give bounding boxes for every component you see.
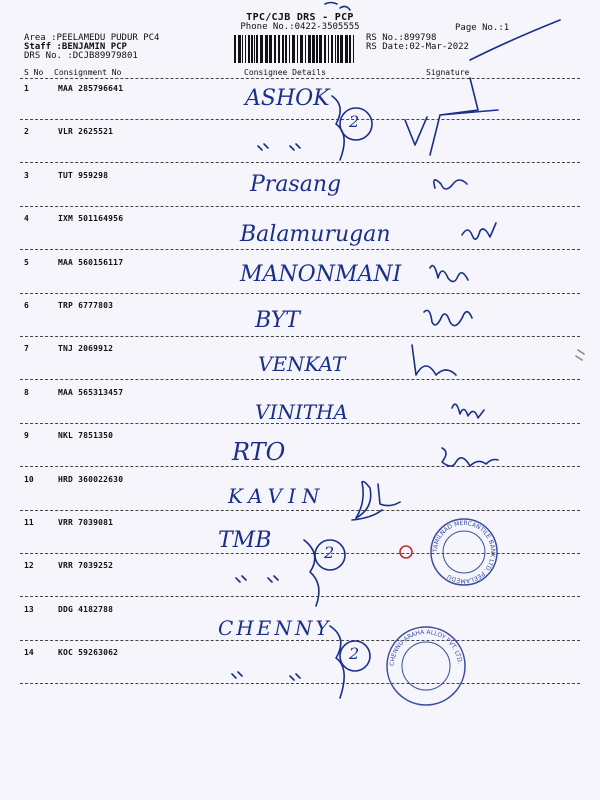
consignment-number: NKL 7851350: [58, 431, 114, 440]
consignee-9: RTO: [232, 438, 286, 466]
bracket-mark: [332, 96, 344, 160]
signature-4: [462, 223, 496, 239]
row-number: 11: [24, 518, 34, 527]
consignee-1: ASHOK: [245, 86, 330, 111]
corner-mark: [340, 6, 350, 10]
consignment-number: VLR 2625521: [58, 127, 114, 136]
row-number: 5: [24, 258, 29, 267]
bank-stamp: [428, 516, 500, 588]
consignment-number: TUT 959298: [58, 171, 109, 180]
consignee-10: KAVIN: [228, 484, 326, 508]
document-title: TPC/CJB DRS - PCP: [246, 12, 354, 23]
row-number: 12: [24, 561, 34, 570]
consignment-number: MAA 565313457: [58, 388, 124, 397]
svg-text:TAMILNAD MERCANTILE BANK LTD.: [432, 520, 496, 584]
row-number: 10: [24, 475, 34, 484]
consignment-number: HRD 360022630: [58, 475, 124, 484]
consignee-8: VINITHA: [255, 400, 348, 424]
company-stamp-text: CHENNU ARAHA ALLOY PVT. LTD.: [388, 628, 463, 667]
row-number: 2: [24, 127, 29, 136]
row-number: 4: [24, 214, 29, 223]
row-number: 7: [24, 344, 29, 353]
circled-number-3: 2: [349, 644, 360, 663]
consignee-3: Prasang: [250, 172, 342, 197]
signature-7: [412, 345, 456, 375]
consignee-11: TMB: [218, 528, 272, 553]
svg-text:CHENNU ARAHA ALLOY PVT. LTD.: [389, 629, 463, 666]
consignment-number: TRP 6777803: [58, 301, 114, 310]
consignee-7: VENKAT: [258, 352, 346, 376]
bank-stamp-text: TAMILNAD MERCANTILE BANK LTD. PEELAMEDU: [431, 519, 497, 585]
row-number: 14: [24, 648, 34, 657]
circled-number-1: 2: [349, 112, 360, 131]
col-header-consignee: Consignee Details: [244, 68, 326, 77]
consignee-5: MANONMANI: [240, 262, 402, 287]
signature-6: [424, 310, 472, 325]
row-number: 6: [24, 301, 29, 310]
drs-number: DRS No. :DCJB89979801: [24, 51, 138, 61]
row-number: 3: [24, 171, 29, 180]
ditto-2: [258, 144, 300, 150]
signature-5: [430, 266, 468, 282]
consignment-number: DDG 4182788: [58, 605, 114, 614]
col-header-consignment: Consignment No: [54, 68, 122, 77]
margin-stroke: [470, 20, 560, 60]
company-stamp: [384, 624, 468, 708]
ditto-14: [232, 672, 300, 680]
signature-1: [405, 78, 498, 155]
staff-label: Staff :BENJAMIN PCP: [24, 42, 127, 52]
col-header-sno: S No: [24, 68, 44, 77]
signature-9: [442, 448, 498, 466]
consignee-6: BYT: [255, 308, 300, 333]
row-number: 1: [24, 84, 29, 93]
col-header-signature: Signature: [426, 68, 470, 77]
consignment-number: IXM 501164956: [58, 214, 124, 223]
row-number: 9: [24, 431, 29, 440]
row-number: 13: [24, 605, 34, 614]
corner-mark: [325, 3, 337, 5]
consignment-number: KOC 59263062: [58, 648, 119, 657]
consignee-4: Balamurugan: [240, 222, 391, 247]
consignment-number: MAA 560156117: [58, 258, 124, 267]
margin-mark: [576, 350, 584, 360]
signature-3: [434, 180, 467, 189]
signature-10: [352, 482, 400, 520]
signature-8: [452, 404, 484, 418]
consignee-13: CHENNY: [218, 616, 332, 640]
consignment-number: VRR 7039081: [58, 518, 114, 527]
consignment-number: TNJ 2069912: [58, 344, 114, 353]
red-mark: [400, 546, 412, 558]
rs-number: RS No.:899798: [366, 33, 437, 43]
consignment-number: MAA 285796641: [58, 84, 124, 93]
phone-number: Phone No.:0422-3505555: [240, 22, 360, 32]
circled-number-2: 2: [324, 543, 335, 562]
ditto-12: [236, 576, 278, 582]
row-number: 8: [24, 388, 29, 397]
consignment-number: VRR 7039252: [58, 561, 114, 570]
rs-date: RS Date:02-Mar-2022: [366, 42, 469, 52]
area-label: Area :PEELAMEDU PUDUR PC4: [24, 33, 160, 43]
page-number: Page No.:1: [455, 23, 510, 33]
